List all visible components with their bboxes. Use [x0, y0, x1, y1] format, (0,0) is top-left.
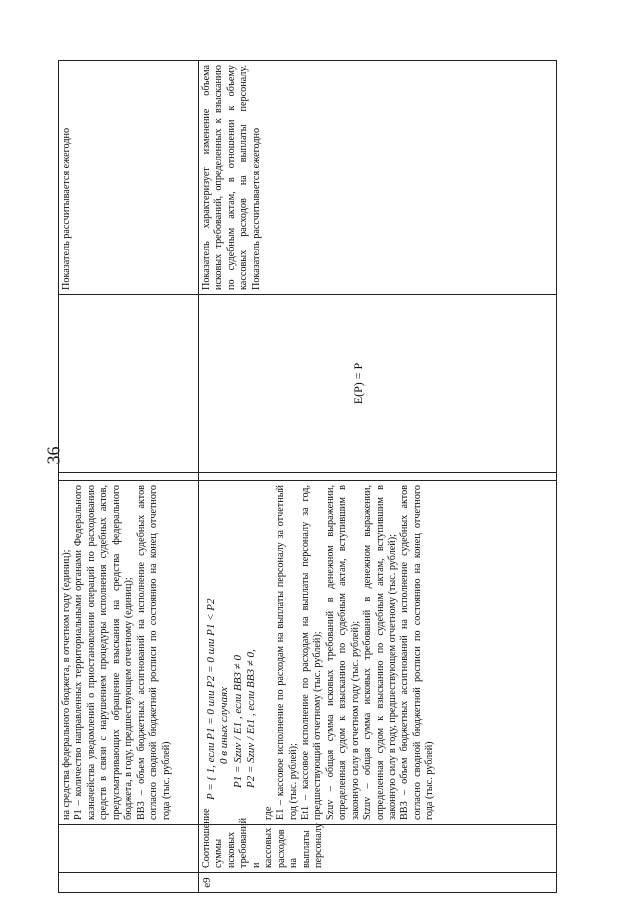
formula-line: 0 в иных случаях	[218, 687, 231, 764]
calc-cell	[199, 295, 557, 473]
formula-line: P2 = Szuv / Et1 , если BB3 ≠ 0,	[245, 649, 258, 788]
formula-block	[205, 485, 259, 800]
page-number: 36	[43, 446, 64, 465]
note-cell: Показатель рассчитывается ежегодно	[59, 61, 199, 295]
description-line: E1 – кассовое исполнение по расходам на выплаты персоналу за отчетный год (тыс. рублей);	[275, 485, 299, 820]
description-line: Stzuv – общая сумма исковых требований в денежном выражении, определенная судом к взысканию по судебным актам, вступившим в законную силу в году, предшествующем отчетному (тыс. рублей);	[362, 485, 398, 820]
formula-line: P = { 1, если P1 = 0 или P2 = 0 или P1 < P2	[205, 598, 217, 800]
description-line: BB3 – объем бюджетных ассигнований на исполнение судебных актов согласно сводной бюджетной росписи по состоянию на конец отчетного года (тыс. рублей)	[399, 485, 436, 820]
description-line: BB3 – объем бюджетных ассигнований на исполнение судебных актов согласно сводной бюджетной росписи по состоянию на конец отчетного года (тыс. рублей)	[135, 485, 172, 820]
indicator-description	[59, 481, 199, 825]
calc-cell	[59, 295, 199, 473]
table-row	[199, 61, 557, 893]
indicator-name	[59, 825, 199, 873]
rotated-sheet	[58, 61, 556, 893]
table-row	[59, 61, 199, 893]
formula-line: P1 = Szuv / E1 , если BB3 ≠ 0	[231, 655, 244, 788]
spacer-cell	[59, 473, 199, 481]
indicator-description	[199, 481, 557, 825]
description-line: где	[262, 806, 274, 820]
calc-formula: E(P) = P	[351, 362, 365, 405]
description-line: P1 – количество направленных территориальными органами Федерального казначейства уведомлений о приостановлении операций по расходованию средств в связи с нарушением процедуры исполнения судебных актов, предусматривающих обращение взыскания на средства федерального бюджета, в году, предшествующем отчетному (единиц);	[73, 485, 135, 820]
indicator-name: Соотношение суммы исковых требований и кассовых расходов на выплаты персоналу	[199, 825, 557, 873]
note-cell: Показатель характеризует изменение объема исковых требований, определенных к взысканию по судебным актам, в отношении к объему кассовых расходов на выплаты персоналу. Показатель рассчитывается ежегодно	[199, 61, 557, 295]
row-number	[59, 873, 199, 893]
description-line: на средства федерального бюджета, в отчетном году (единиц);	[61, 549, 72, 820]
row-number: е9	[199, 873, 557, 893]
spacer-cell	[199, 473, 557, 481]
description-line: Et1 – кассовое исполнение по расходам на выплаты персоналу за год, предшествующий отчетному (тыс. рублей);	[299, 485, 324, 820]
indicator-table	[58, 60, 557, 893]
description-line: Szuv – общая сумма исковых требований в денежном выражении, определенная судом к взысканию по судебным актам, вступившим в законную силу в отчетном году (тыс. рублей);	[324, 485, 361, 820]
